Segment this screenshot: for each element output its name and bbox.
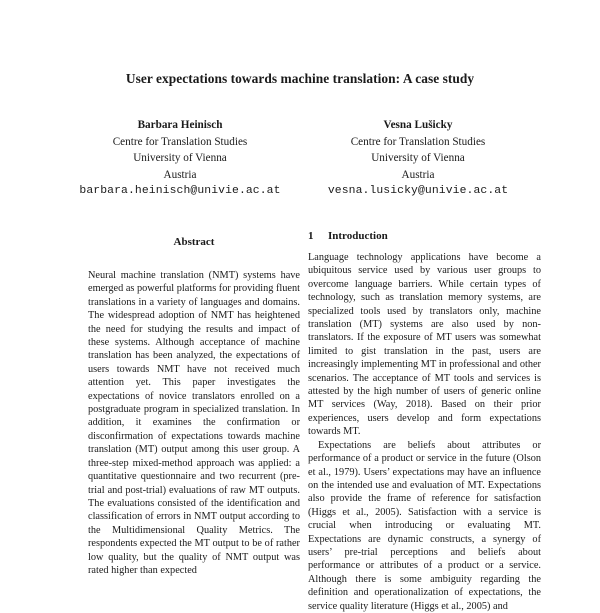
- author-country: Austria: [401, 168, 435, 181]
- author-affiliation: Centre for Translation Studies: [112, 135, 248, 148]
- paper-title: User expectations towards machine translation: A case study: [125, 71, 475, 86]
- section-number: 1: [308, 230, 314, 242]
- author-affiliation: Centre for Translation Studies: [350, 135, 486, 148]
- author-institution: University of Vienna: [371, 152, 465, 165]
- author-name: Barbara Heinisch: [137, 119, 223, 131]
- author-email: barbara.heinisch@univie.ac.at: [79, 185, 281, 198]
- section-title: Introduction: [328, 230, 388, 242]
- abstract-heading: Abstract: [173, 236, 215, 248]
- author-name: Vesna Lušicky: [383, 119, 453, 131]
- abstract-column: [88, 236, 300, 577]
- author-email: vesna.lusicky@univie.ac.at: [327, 185, 509, 198]
- abstract-text: Neural machine translation (NMT) systems have emerged as powerful platforms for providing fluent translations in a variety of languages and domains. The widespread adoption of NMT has heightened the need for studying the results and impact of these systems. Although acceptance of machine translation has been analyzed, the expectations of users towards NMT have not received much attention yet. This paper investigates the expectations of novice translators enrolled on a postgraduate program in specialized translation. In addition, it examines the confirmation or disconfirmation of expectations towards machine translation (MT) output among this user group. A three-step mixed-method approach was applied: a quantitative questionnaire and two recurrent (pre-trial and post-trial) evaluations of raw MT outputs. The evaluations consisted of the identification and classification of errors in NMT output according to the Multidimensional Quality Metrics. The respondents expected the MT output to be of rather low quality, but the quality of NMT output was rated higher than expected: [88, 270, 300, 576]
- author-country: Austria: [163, 168, 197, 181]
- author-block-2: [293, 117, 543, 200]
- section-heading: [308, 230, 541, 243]
- author-institution: University of Vienna: [133, 152, 227, 165]
- intro-paragraph-2: Expectations are beliefs about attributes or performance of a product or service in the future (Olson et al., 1979). Users’ expectations may have an influence on the intended use and evaluation of MT. Expectations also provide the frame of reference for satisfaction (Higgs et al., 2005). Satisfaction with a service is crucial when introducing or evaluating MT. Expectations are dynamic constructs, a synergy of users’ pre-trial perceptions and beliefs about performance or attributes of a product or a service. Although there is some ambiguity regarding the definition and operationalization of expectations, the service quality literature (Higgs et al., 2005) and: [308, 439, 541, 612]
- introduction-column: [308, 230, 541, 613]
- author-block-1: [60, 117, 300, 200]
- intro-paragraph-1: Language technology applications have become a ubiquitous service used by various user groups to overcome language barriers. While certain types of technology, such as translation memory systems, are specialized tools used by translators only, machine translation (MT) systems are also used by non-translators. If the exposure of MT users was somewhat limited to gist translation in the past, users are increasingly implementing MT in professional and other scenarios. The acceptance of MT tools and services is attested by the high number of users of generic online MT services (Way, 2018). Based on their prior experiences, users develop and form expectations towards MT.: [308, 252, 541, 438]
